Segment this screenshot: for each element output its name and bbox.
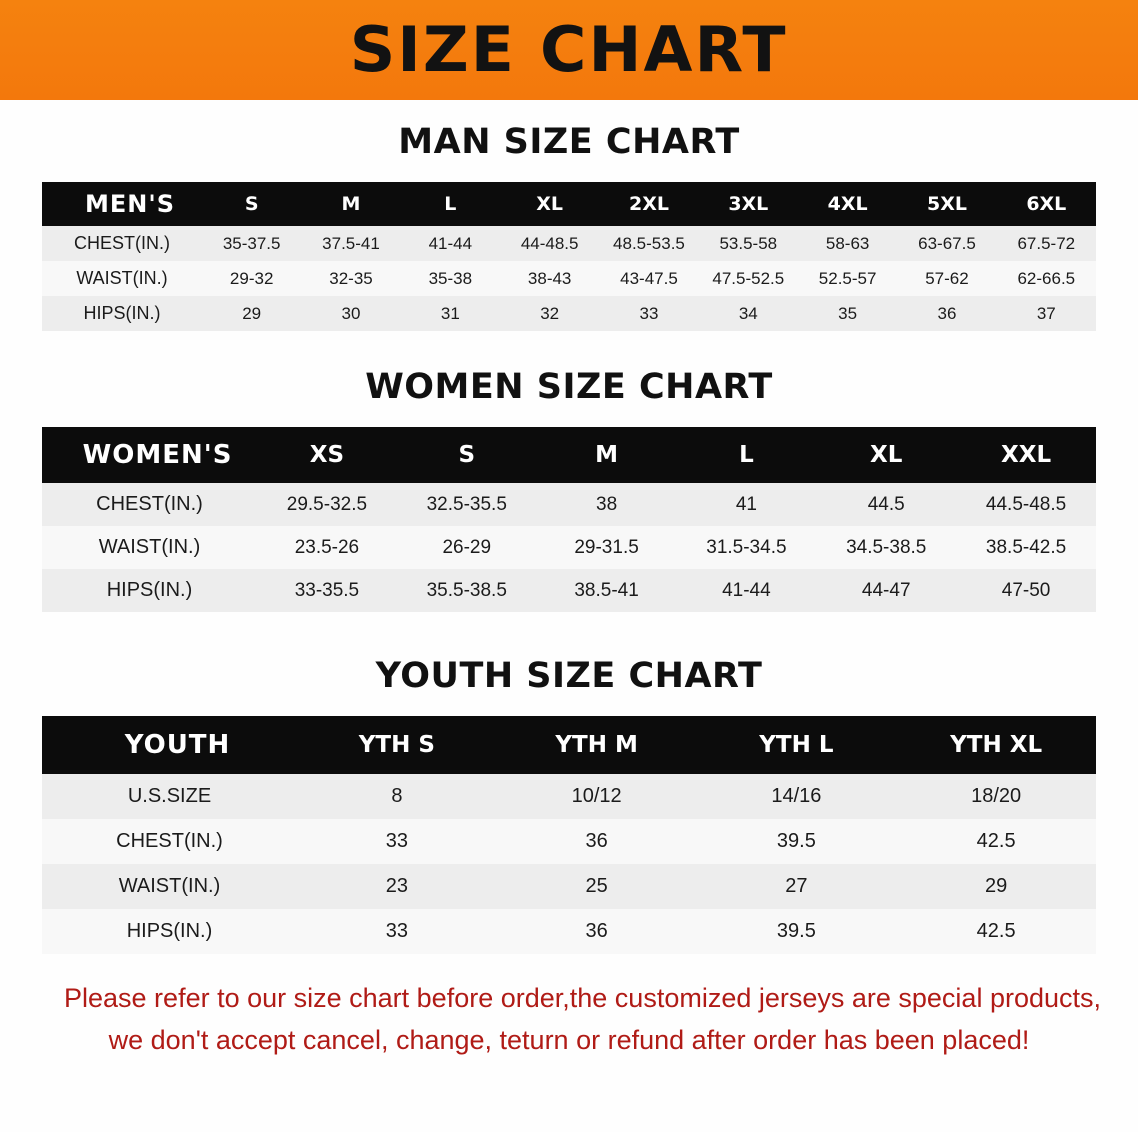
row-label: U.S.SIZE <box>42 774 297 819</box>
data-cell: 47-50 <box>956 569 1096 612</box>
data-cell: 37 <box>997 296 1096 331</box>
header-cell: XS <box>257 427 397 483</box>
header-cell: MEN'S <box>42 182 202 226</box>
women-section-title: WOMEN SIZE CHART <box>365 367 773 407</box>
youth-size-table <box>42 716 1096 954</box>
data-cell: 63-67.5 <box>897 226 996 261</box>
data-cell: 38 <box>537 483 677 526</box>
header-cell: L <box>401 182 500 226</box>
data-cell: 39.5 <box>697 909 897 954</box>
table-row <box>42 569 1096 612</box>
data-cell: 29.5-32.5 <box>257 483 397 526</box>
data-cell: 36 <box>497 909 697 954</box>
data-cell: 36 <box>897 296 996 331</box>
header-cell: XXL <box>956 427 1096 483</box>
policy-note <box>64 978 1102 1062</box>
youth-table-wrap <box>42 716 1096 954</box>
data-cell: 27 <box>697 864 897 909</box>
data-cell: 57-62 <box>897 261 996 296</box>
data-cell: 29 <box>202 296 301 331</box>
data-cell: 29-32 <box>202 261 301 296</box>
table-row <box>42 774 1096 819</box>
data-cell: 35-38 <box>401 261 500 296</box>
table-header-row <box>42 427 1096 483</box>
header-cell: S <box>397 427 537 483</box>
table-row <box>42 483 1096 526</box>
row-label: HIPS(IN.) <box>42 296 202 331</box>
table-row <box>42 226 1096 261</box>
data-cell: 38.5-41 <box>537 569 677 612</box>
data-cell: 44.5 <box>816 483 956 526</box>
header-cell: M <box>301 182 400 226</box>
header-cell: 2XL <box>599 182 698 226</box>
header-cell: YTH S <box>297 716 497 774</box>
man-section-title: MAN SIZE CHART <box>398 122 740 162</box>
data-cell: 53.5-58 <box>699 226 798 261</box>
data-cell: 44-48.5 <box>500 226 599 261</box>
header-cell: YOUTH <box>42 716 297 774</box>
women-size-table <box>42 427 1096 612</box>
data-cell: 41-44 <box>401 226 500 261</box>
data-cell: 30 <box>301 296 400 331</box>
header-cell: 6XL <box>997 182 1096 226</box>
row-label: WAIST(IN.) <box>42 864 297 909</box>
policy-note-line-2: we don't accept cancel, change, teturn or refund after order has been placed! <box>108 1024 1030 1055</box>
table-header-row <box>42 182 1096 226</box>
header-cell: WOMEN'S <box>42 427 257 483</box>
data-cell: 58-63 <box>798 226 897 261</box>
policy-note-line-1: Please refer to our size chart before order,the customized jerseys are special products, <box>64 983 1102 1013</box>
row-label: WAIST(IN.) <box>42 526 257 569</box>
header-cell: YTH XL <box>896 716 1096 774</box>
header-cell: 4XL <box>798 182 897 226</box>
data-cell: 26-29 <box>397 526 537 569</box>
data-cell: 8 <box>297 774 497 819</box>
man-size-table <box>42 182 1096 331</box>
header-cell: XL <box>816 427 956 483</box>
data-cell: 33 <box>297 819 497 864</box>
data-cell: 62-66.5 <box>997 261 1096 296</box>
data-cell: 32-35 <box>301 261 400 296</box>
banner <box>0 0 1138 100</box>
data-cell: 14/16 <box>697 774 897 819</box>
header-cell: YTH M <box>497 716 697 774</box>
row-label: CHEST(IN.) <box>42 226 202 261</box>
table-row <box>42 909 1096 954</box>
data-cell: 35 <box>798 296 897 331</box>
header-cell: 5XL <box>897 182 996 226</box>
table-row <box>42 819 1096 864</box>
data-cell: 48.5-53.5 <box>599 226 698 261</box>
women-table-wrap <box>42 427 1096 612</box>
data-cell: 43-47.5 <box>599 261 698 296</box>
data-cell: 67.5-72 <box>997 226 1096 261</box>
data-cell: 44.5-48.5 <box>956 483 1096 526</box>
data-cell: 35.5-38.5 <box>397 569 537 612</box>
data-cell: 32 <box>500 296 599 331</box>
data-cell: 23.5-26 <box>257 526 397 569</box>
data-cell: 34.5-38.5 <box>816 526 956 569</box>
header-cell: M <box>537 427 677 483</box>
data-cell: 38-43 <box>500 261 599 296</box>
youth-section-title: YOUTH SIZE CHART <box>375 656 763 696</box>
data-cell: 33 <box>599 296 698 331</box>
table-header-row <box>42 716 1096 774</box>
data-cell: 44-47 <box>816 569 956 612</box>
data-cell: 34 <box>699 296 798 331</box>
data-cell: 18/20 <box>896 774 1096 819</box>
row-label: HIPS(IN.) <box>42 569 257 612</box>
data-cell: 31 <box>401 296 500 331</box>
banner-title: SIZE CHART <box>350 13 788 86</box>
man-table-wrap <box>42 182 1096 331</box>
table-row <box>42 526 1096 569</box>
table-row <box>42 864 1096 909</box>
data-cell: 41-44 <box>676 569 816 612</box>
row-label: WAIST(IN.) <box>42 261 202 296</box>
data-cell: 25 <box>497 864 697 909</box>
data-cell: 31.5-34.5 <box>676 526 816 569</box>
data-cell: 29 <box>896 864 1096 909</box>
data-cell: 42.5 <box>896 819 1096 864</box>
data-cell: 10/12 <box>497 774 697 819</box>
header-cell: S <box>202 182 301 226</box>
row-label: CHEST(IN.) <box>42 483 257 526</box>
data-cell: 42.5 <box>896 909 1096 954</box>
header-cell: XL <box>500 182 599 226</box>
data-cell: 39.5 <box>697 819 897 864</box>
data-cell: 37.5-41 <box>301 226 400 261</box>
data-cell: 32.5-35.5 <box>397 483 537 526</box>
header-cell: L <box>676 427 816 483</box>
data-cell: 33 <box>297 909 497 954</box>
table-row <box>42 296 1096 331</box>
data-cell: 52.5-57 <box>798 261 897 296</box>
data-cell: 41 <box>676 483 816 526</box>
table-row <box>42 261 1096 296</box>
data-cell: 29-31.5 <box>537 526 677 569</box>
data-cell: 38.5-42.5 <box>956 526 1096 569</box>
header-cell: 3XL <box>699 182 798 226</box>
data-cell: 35-37.5 <box>202 226 301 261</box>
data-cell: 33-35.5 <box>257 569 397 612</box>
header-cell: YTH L <box>697 716 897 774</box>
data-cell: 23 <box>297 864 497 909</box>
data-cell: 36 <box>497 819 697 864</box>
row-label: CHEST(IN.) <box>42 819 297 864</box>
data-cell: 47.5-52.5 <box>699 261 798 296</box>
row-label: HIPS(IN.) <box>42 909 297 954</box>
